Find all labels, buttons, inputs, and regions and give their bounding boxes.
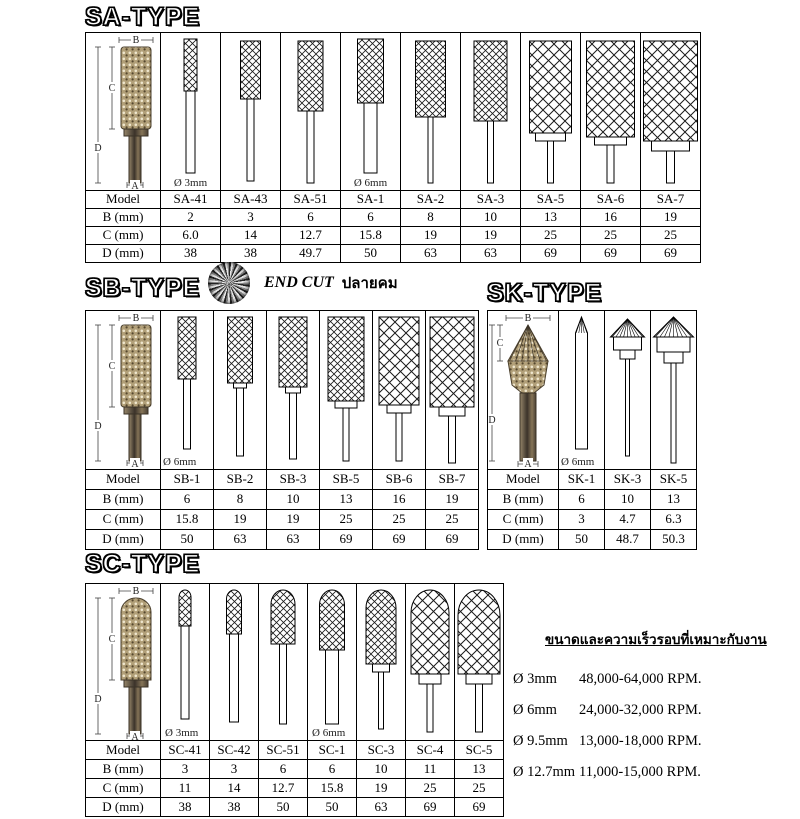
row-label: B (mm): [488, 490, 559, 510]
svg-text:C: C: [108, 83, 116, 94]
table-row: [86, 245, 701, 263]
table-cell: SA-2: [401, 191, 461, 209]
rpm-item: [513, 703, 798, 718]
table-cell: 12.7: [259, 779, 308, 798]
table-cell: 8: [214, 490, 267, 510]
svg-text:A: A: [524, 459, 532, 469]
row-label: C (mm): [488, 510, 559, 530]
row-label: Model: [86, 191, 161, 209]
sk-table: [487, 310, 697, 550]
table-cell: SA-3: [461, 191, 521, 209]
table-cell: 25: [320, 510, 373, 530]
table-cell: 16: [373, 490, 426, 510]
svg-text:D: D: [94, 143, 102, 154]
table-row: [86, 779, 504, 798]
burr-image-sk-5: [651, 311, 697, 470]
table-cell: 25: [406, 779, 455, 798]
burr-image-sa-51: [281, 33, 341, 191]
table-row: [488, 510, 697, 530]
table-cell: 69: [373, 530, 426, 550]
image-row: [86, 311, 479, 470]
sb-table: [85, 310, 479, 550]
table-cell: 19: [401, 227, 461, 245]
section-title-sc: SC-TYPE: [85, 550, 201, 578]
table-cell: 6.0: [161, 227, 221, 245]
table-cell: 15.8: [308, 779, 357, 798]
table-cell: SC-42: [210, 741, 259, 760]
burr-image-sb-3: [267, 311, 320, 470]
burr-image-sc-41: [161, 584, 210, 741]
table-cell: 19: [641, 209, 701, 227]
end-cut-label: END CUT: [264, 274, 334, 291]
svg-text:C: C: [496, 338, 504, 349]
burr-image-sc-4: [406, 584, 455, 741]
table-cell: 12.7: [281, 227, 341, 245]
svg-text:Ø 6mm: Ø 6mm: [353, 177, 388, 189]
svg-text:A: A: [131, 181, 139, 190]
table-cell: 15.8: [161, 510, 214, 530]
table-row: [488, 470, 697, 490]
row-label: Model: [488, 470, 559, 490]
svg-text:B: B: [132, 586, 140, 597]
table-cell: 69: [406, 798, 455, 817]
svg-text:Ø 6mm: Ø 6mm: [312, 727, 346, 739]
rpm-info-block: [513, 628, 798, 780]
svg-text:B: B: [132, 313, 140, 324]
table-cell: 69: [320, 530, 373, 550]
row-label: D (mm): [86, 530, 161, 550]
svg-text:Ø 3mm: Ø 3mm: [173, 177, 208, 189]
table-cell: 13: [455, 760, 504, 779]
table-cell: 6: [161, 490, 214, 510]
table-row: [86, 490, 479, 510]
table-cell: SK-1: [559, 470, 605, 490]
table-cell: 69: [581, 245, 641, 263]
table-cell: 11: [406, 760, 455, 779]
section-title-sb: SB-TYPE: [85, 274, 201, 302]
burr-image-sc-3: [357, 584, 406, 741]
table-cell: 50: [161, 530, 214, 550]
svg-text:D: D: [488, 415, 496, 426]
table-cell: 3: [210, 760, 259, 779]
table-cell: 63: [401, 245, 461, 263]
table-row: [86, 470, 479, 490]
row-label: B (mm): [86, 760, 161, 779]
table-cell: 19: [214, 510, 267, 530]
section-title-sk: SK-TYPE: [487, 279, 603, 307]
table-cell: 15.8: [341, 227, 401, 245]
burr-image-sb-1: [161, 311, 214, 470]
table-cell: SA-7: [641, 191, 701, 209]
row-label: D (mm): [86, 245, 161, 263]
table-cell: 10: [605, 490, 651, 510]
table-row: [86, 530, 479, 550]
table-cell: 3: [161, 760, 210, 779]
table-cell: 63: [267, 530, 320, 550]
burr-image-sc-42: [210, 584, 259, 741]
rpm-item: [513, 765, 798, 780]
row-label: C (mm): [86, 779, 161, 798]
table-cell: SK-3: [605, 470, 651, 490]
table-cell: 25: [521, 227, 581, 245]
table-cell: 6: [281, 209, 341, 227]
table-cell: 19: [267, 510, 320, 530]
table-row: [86, 741, 504, 760]
burr-image-sb-2: [214, 311, 267, 470]
table-cell: SA-5: [521, 191, 581, 209]
burr-image-sa-43: [221, 33, 281, 191]
rpm-value: 24,000-32,000 RPM.: [579, 702, 702, 718]
table-cell: 14: [210, 779, 259, 798]
burr-image-sa-3: [461, 33, 521, 191]
table-cell: SC-51: [259, 741, 308, 760]
row-label: D (mm): [488, 530, 559, 550]
table-cell: 63: [461, 245, 521, 263]
burr-image-sb-5: [320, 311, 373, 470]
table-row: [488, 490, 697, 510]
table-cell: 69: [521, 245, 581, 263]
table-cell: 10: [357, 760, 406, 779]
table-cell: 4.7: [605, 510, 651, 530]
table-cell: 2: [161, 209, 221, 227]
table-row: [86, 227, 701, 245]
dimension-photo-sc: [86, 584, 161, 741]
table-cell: SC-3: [357, 741, 406, 760]
table-cell: 38: [161, 245, 221, 263]
row-label: B (mm): [86, 209, 161, 227]
rpm-value: 48,000-64,000 RPM.: [579, 671, 702, 687]
table-cell: 10: [267, 490, 320, 510]
table-cell: SB-1: [161, 470, 214, 490]
table-cell: 13: [651, 490, 697, 510]
table-cell: SB-5: [320, 470, 373, 490]
end-cut-label-thai: ปลายคม: [341, 274, 398, 292]
burr-image-sa-6: [581, 33, 641, 191]
svg-text:B: B: [524, 313, 532, 324]
svg-text:C: C: [108, 634, 116, 645]
end-cut-note: [208, 262, 398, 304]
burr-image-sc-5: [455, 584, 504, 741]
row-label: D (mm): [86, 798, 161, 817]
table-cell: 6.3: [651, 510, 697, 530]
table-cell: 16: [581, 209, 641, 227]
svg-text:C: C: [108, 361, 116, 372]
row-label: Model: [86, 470, 161, 490]
table-cell: 19: [357, 779, 406, 798]
burr-image-sc-51: [259, 584, 308, 741]
table-cell: 13: [320, 490, 373, 510]
table-cell: 49.7: [281, 245, 341, 263]
svg-text:A: A: [131, 732, 139, 740]
table-cell: SA-6: [581, 191, 641, 209]
table-cell: SB-3: [267, 470, 320, 490]
table-cell: 6: [341, 209, 401, 227]
rpm-size: Ø 6mm: [513, 702, 557, 718]
row-label: C (mm): [86, 227, 161, 245]
svg-text:D: D: [94, 694, 102, 705]
dimension-photo-sk: [488, 311, 559, 470]
burr-image-sa-2: [401, 33, 461, 191]
table-cell: SA-41: [161, 191, 221, 209]
table-cell: 19: [461, 227, 521, 245]
table-cell: 50: [341, 245, 401, 263]
svg-text:D: D: [94, 421, 102, 432]
table-cell: 3: [221, 209, 281, 227]
burr-image-sa-41: [161, 33, 221, 191]
burr-image-sb-6: [373, 311, 426, 470]
table-cell: 25: [455, 779, 504, 798]
table-row: [86, 191, 701, 209]
table-cell: SB-2: [214, 470, 267, 490]
table-cell: 50: [559, 530, 605, 550]
table-cell: 63: [357, 798, 406, 817]
table-cell: 25: [426, 510, 479, 530]
burr-image-sa-1: [341, 33, 401, 191]
rpm-size: Ø 12.7mm: [513, 764, 576, 780]
table-cell: 13: [521, 209, 581, 227]
table-cell: SA-1: [341, 191, 401, 209]
rpm-item: [513, 672, 798, 687]
burr-image-sc-1: [308, 584, 357, 741]
table-cell: 14: [221, 227, 281, 245]
table-row: [86, 798, 504, 817]
table-cell: 6: [559, 490, 605, 510]
svg-text:B: B: [132, 35, 140, 46]
table-cell: SC-4: [406, 741, 455, 760]
burr-image-sa-5: [521, 33, 581, 191]
table-cell: 11: [161, 779, 210, 798]
table-cell: SC-5: [455, 741, 504, 760]
svg-text:Ø 3mm: Ø 3mm: [165, 727, 199, 739]
table-cell: 25: [373, 510, 426, 530]
rpm-info-title: ขนาดและความเร็วรอบที่เหมาะกับงาน: [545, 632, 767, 648]
section-title-sa: SA-TYPE: [85, 3, 201, 31]
table-cell: 63: [214, 530, 267, 550]
image-row: [488, 311, 697, 470]
table-cell: 50: [308, 798, 357, 817]
table-cell: 69: [455, 798, 504, 817]
svg-text:A: A: [131, 459, 139, 469]
svg-text:Ø 6mm: Ø 6mm: [561, 456, 595, 468]
table-row: [86, 510, 479, 530]
table-cell: 48.7: [605, 530, 651, 550]
burr-image-sa-7: [641, 33, 701, 191]
burr-image-sb-7: [426, 311, 479, 470]
table-cell: SA-43: [221, 191, 281, 209]
row-label: B (mm): [86, 490, 161, 510]
rpm-item: [513, 734, 798, 749]
table-cell: 8: [401, 209, 461, 227]
dimension-photo-sb: [86, 311, 161, 470]
table-cell: SC-1: [308, 741, 357, 760]
table-cell: 38: [221, 245, 281, 263]
table-cell: 6: [259, 760, 308, 779]
table-row: [86, 209, 701, 227]
table-row: [86, 760, 504, 779]
image-row: [86, 584, 504, 741]
table-cell: 50: [259, 798, 308, 817]
row-label: C (mm): [86, 510, 161, 530]
svg-text:Ø 6mm: Ø 6mm: [163, 456, 197, 468]
table-cell: SK-5: [651, 470, 697, 490]
sa-table: [85, 32, 701, 263]
row-label: Model: [86, 741, 161, 760]
rpm-value: 11,000-15,000 RPM.: [579, 764, 701, 780]
table-cell: 69: [426, 530, 479, 550]
table-cell: 50.3: [651, 530, 697, 550]
table-cell: 25: [641, 227, 701, 245]
end-cut-burr-icon: [208, 262, 250, 304]
sc-table: [85, 583, 504, 817]
table-cell: 10: [461, 209, 521, 227]
table-cell: SB-7: [426, 470, 479, 490]
rpm-size: Ø 9.5mm: [513, 733, 568, 749]
rpm-size: Ø 3mm: [513, 671, 557, 687]
table-cell: 38: [161, 798, 210, 817]
burr-image-sk-3: [605, 311, 651, 470]
table-cell: 6: [308, 760, 357, 779]
table-cell: SC-41: [161, 741, 210, 760]
burr-image-sk-1: [559, 311, 605, 470]
table-cell: 25: [581, 227, 641, 245]
table-cell: 69: [641, 245, 701, 263]
table-cell: 19: [426, 490, 479, 510]
table-cell: 38: [210, 798, 259, 817]
rpm-value: 13,000-18,000 RPM.: [579, 733, 702, 749]
image-row: [86, 33, 701, 191]
table-cell: SA-51: [281, 191, 341, 209]
table-row: [488, 530, 697, 550]
table-cell: SB-6: [373, 470, 426, 490]
table-cell: 3: [559, 510, 605, 530]
dimension-photo-sa: [86, 33, 161, 191]
